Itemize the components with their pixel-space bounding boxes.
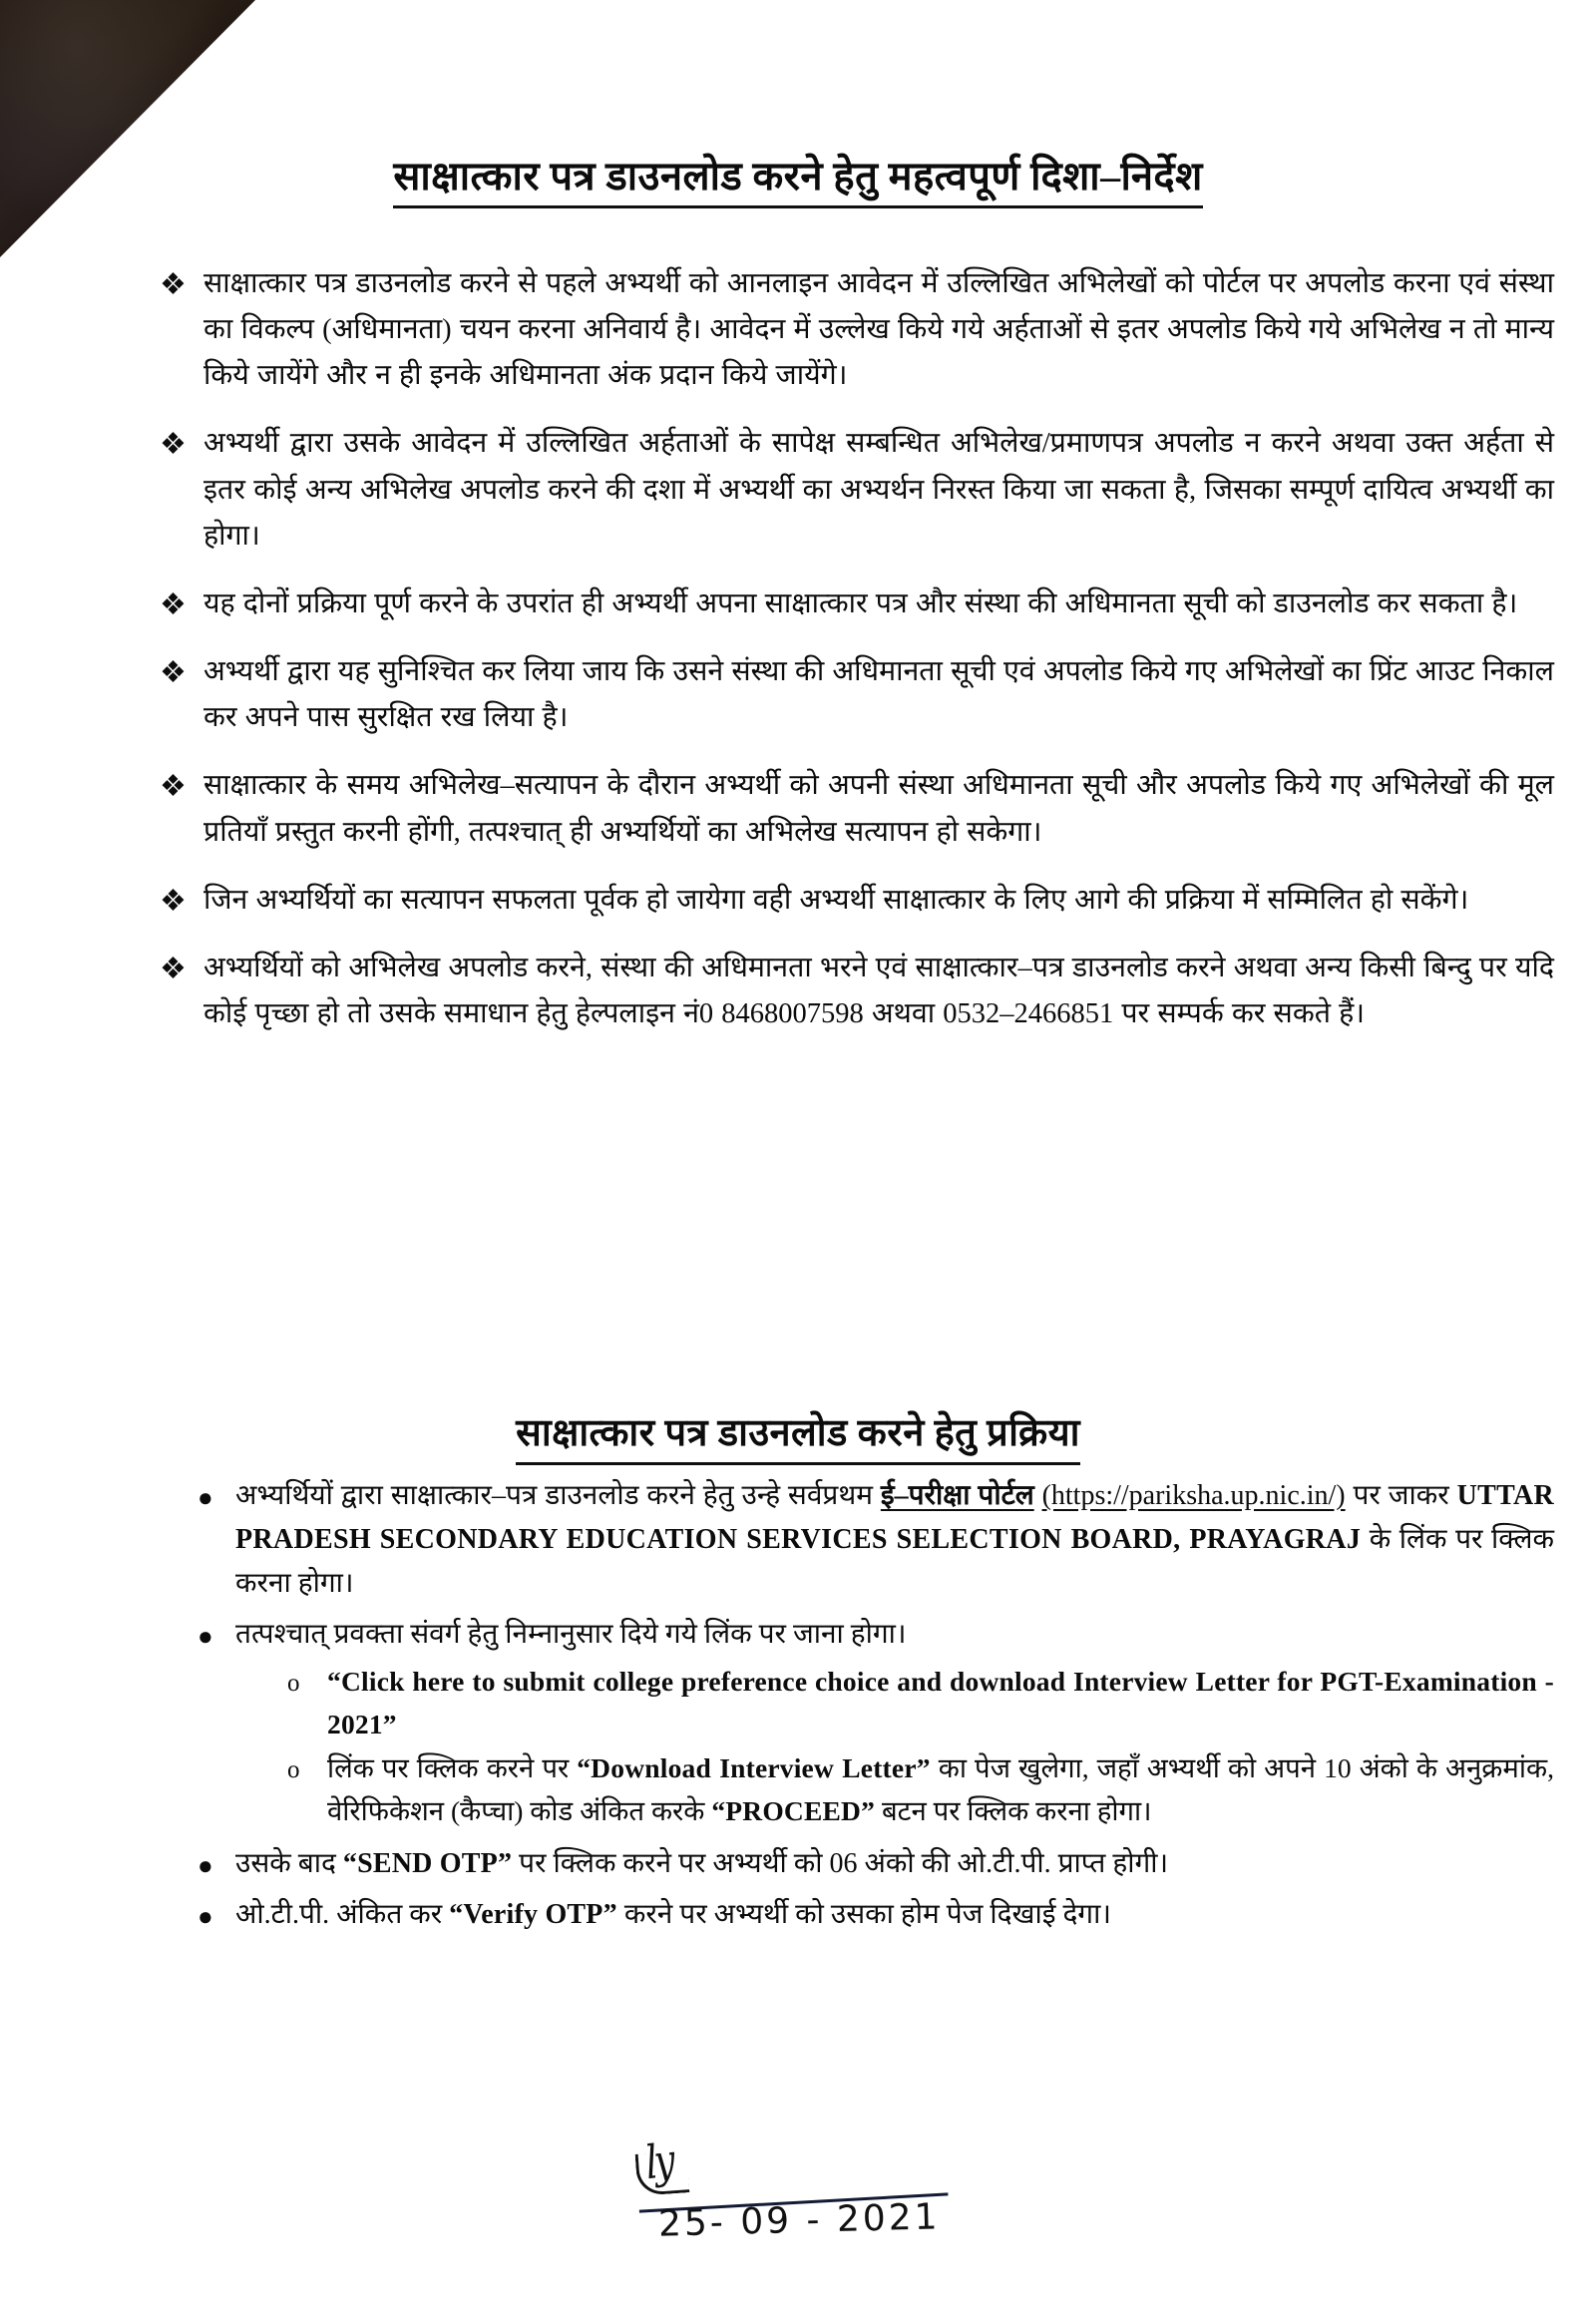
verify-otp-button-label[interactable]: “Verify OTP” [449, 1898, 617, 1930]
instruction-item [160, 261, 1554, 399]
click-here-link-label[interactable]: “Click here to submit college preference choice and download Interview Letter for PGT-Examination - 2021” [327, 1665, 1554, 1739]
procedure-steps-list [198, 1474, 1554, 1943]
main-heading-text: साक्षात्कार पत्र डाउनलोड करने हेतु महत्वपूर्ण दिशा–निर्देश [393, 152, 1202, 208]
instruction-item [160, 649, 1554, 741]
instruction-item [160, 421, 1554, 559]
instruction-text: अभ्यर्थी द्वारा यह सुनिश्चित कर लिया जाय कि उसने संस्था की अधिमानता सूची एवं अपलोड किये गए अभिलेखों का प्रिंट आउट निकाल कर अपने पास सुरक्षित रख लिया है। [203, 656, 1554, 734]
proceed-button-label[interactable]: “PROCEED” [711, 1794, 876, 1826]
step4-tail-text: करने पर अभ्यर्थी को उसका होम पेज दिखाई देगा। [616, 1898, 1111, 1930]
document-main-heading [0, 152, 1596, 208]
diamond-bullet-icon: ❖ [160, 428, 187, 462]
portal-url-link[interactable]: (https://pariksha.up.nic.in/) [1041, 1480, 1346, 1511]
dot-bullet-icon: ● [198, 1851, 213, 1881]
step4-lead-text: ओ.टी.पी. अंकित कर [235, 1898, 450, 1930]
instruction-item [160, 878, 1554, 924]
instruction-item [160, 581, 1554, 627]
step3-lead-text: उसके बाद [235, 1848, 343, 1880]
procedure-step-body [235, 1613, 1554, 1837]
signature-block [559, 2134, 978, 2274]
instruction-text: साक्षात्कार के समय अभिलेख–सत्यापन के दौरान अभ्यर्थी को अपनी संस्था अधिमानता सूची और अपलोड किये गए अभिलेखों की मूल प्रतियाँ प्रस्तुत करनी होंगी, तत्पश्चात् ही अभ्यर्थियों का अभिलेख सत्यापन हो सकेगा। [203, 770, 1554, 848]
step1-tail-text: के लिंक पर क्लिक करना होगा। [235, 1524, 1554, 1600]
diamond-bullet-icon: ❖ [160, 656, 187, 690]
instruction-text-helpline [203, 946, 1554, 1037]
instruction-text: यह दोनों प्रक्रिया पूर्ण करने के उपरांत ही अभ्यर्थी अपना साक्षात्कार पत्र और संस्था की अधिमानता सूची को डाउनलोड कर सकता है। [203, 587, 1518, 619]
instruction-item-helpline [160, 946, 1554, 1037]
procedure-step-send-otp [198, 1842, 1554, 1886]
instruction-text: अभ्यर्थी द्वारा उसके आवेदन में उल्लिखित अर्हताओं के सापेक्ष सम्बन्धित अभिलेख/प्रमाणपत्र अपलोड न करने अथवा उक्त अर्हता से इतर कोई अन्य अभिलेख अपलोड करने की दशा में अभ्यर्थी का अभ्यर्थन निरस्त किया जा सकता है, जिसका सम्पूर्ण दायित्व अभ्यर्थी का होगा। [203, 428, 1554, 552]
step2-text: तत्पश्चात् प्रवक्ता संवर्ग हेतु निम्नानुसार दिये गये लिंक पर जाना होगा। [235, 1618, 907, 1650]
procedure-step-verify-otp [198, 1893, 1554, 1937]
helpline-text-lead: अभ्यर्थियों को अभिलेख अपलोड करने, संस्था की अधिमानता भरने एवं साक्षात्कार–पत्र डाउनलोड करने अथवा अन्य किसी बिन्दु पर यदि कोई पृच्छा हो तो उसके समाधान हेतु हेल्पलाइन नं0 [203, 952, 1554, 1030]
send-otp-button-label[interactable]: “SEND OTP” [342, 1848, 513, 1880]
diamond-bullet-icon: ❖ [160, 884, 187, 918]
scan-shadow-artifact [0, 0, 255, 257]
procedure-step-lecturer-link [198, 1613, 1554, 1837]
document-process-heading [0, 1410, 1596, 1465]
step3-tail-text: पर क्लिक करने पर अभ्यर्थी को 06 अंको की ओ.टी.पी. प्राप्त होगी। [512, 1848, 1169, 1880]
sub2-tail-text: बटन पर क्लिक करना होगा। [875, 1794, 1152, 1826]
procedure-step-portal [198, 1474, 1554, 1607]
important-instructions-list [160, 261, 1554, 1059]
sub-step-click-here-link [287, 1661, 1554, 1745]
procedure-sub-list [287, 1661, 1554, 1833]
step1-mid-text: पर जाकर [1345, 1480, 1457, 1511]
circle-bullet-icon: o [287, 1669, 300, 1697]
send-otp-instruction-text [235, 1842, 1554, 1886]
step1-lead-text: अभ्यर्थियों द्वारा साक्षात्कार–पत्र डाउनलोड करने हेतु उन्हे सर्वप्रथम [235, 1480, 881, 1511]
signature-date: 25- 09 - 2021 [657, 2196, 942, 2245]
dot-bullet-icon: ● [198, 1621, 213, 1651]
verify-otp-instruction-text [235, 1893, 1554, 1937]
eparisksha-portal-label[interactable]: ई–परीक्षा पोर्टल [880, 1480, 1034, 1511]
sub-step-download-interview-letter [287, 1747, 1554, 1832]
diamond-bullet-icon: ❖ [160, 268, 187, 301]
instruction-item [160, 763, 1554, 855]
helpline-mobile-number: 8468007598 [721, 998, 864, 1030]
process-heading-text: साक्षात्कार पत्र डाउनलोड करने हेतु प्रक्रिया [516, 1410, 1080, 1465]
helpline-conjunction: अथवा [863, 998, 944, 1030]
instruction-text: साक्षात्कार पत्र डाउनलोड करने से पहले अभ्यर्थी को आनलाइन आवेदन में उल्लिखित अभिलेखों को पोर्टल पर अपलोड करना एवं संस्था का विकल्प (अधिमानता) चयन करना अनिवार्य है। आवेदन में उल्लेख किये गये अर्हताओं से इतर अपलोड किये गये अभिलेख न तो मान्य किये जायेंगे और न ही इनके अधिमानता अंक प्रदान किये जायेंगे। [203, 268, 1554, 392]
helpline-text-tail: पर सम्पर्क कर सकते हैं। [1113, 998, 1366, 1030]
download-interview-letter-label[interactable]: “Download Interview Letter” [577, 1752, 931, 1784]
diamond-bullet-icon: ❖ [160, 952, 187, 985]
sub2-mid-text: का पेज खुलेगा, जहाँ अभ्यर्थी को अपने 10 अंको के अनुक्रमांक, वेरिफिकेशन (कैप्चा) कोड अंकित करके [327, 1752, 1554, 1826]
sub2-lead-text: लिंक पर क्लिक करने पर [327, 1752, 578, 1784]
helpline-landline-number: 0532–2466851 [943, 998, 1114, 1030]
download-letter-instruction-text [327, 1747, 1554, 1832]
circle-bullet-icon: o [287, 1756, 300, 1784]
procedure-step-text [235, 1474, 1554, 1607]
board-name-link[interactable]: UTTAR PRADESH SECONDARY EDUCATION SERVICES SELECTION BOARD, PRAYAGRAJ [235, 1480, 1555, 1556]
instruction-text: जिन अभ्यर्थियों का सत्यापन सफलता पूर्वक हो जायेगा वही अभ्यर्थी साक्षात्कार के लिए आगे की प्रक्रिया में सम्मिलित हो सकेंगे। [203, 884, 1469, 916]
diamond-bullet-icon: ❖ [160, 770, 187, 804]
dot-bullet-icon: ● [198, 1901, 213, 1931]
dot-bullet-icon: ● [198, 1483, 213, 1512]
diamond-bullet-icon: ❖ [160, 587, 187, 621]
handwritten-signature-mark: ly [642, 2132, 675, 2190]
